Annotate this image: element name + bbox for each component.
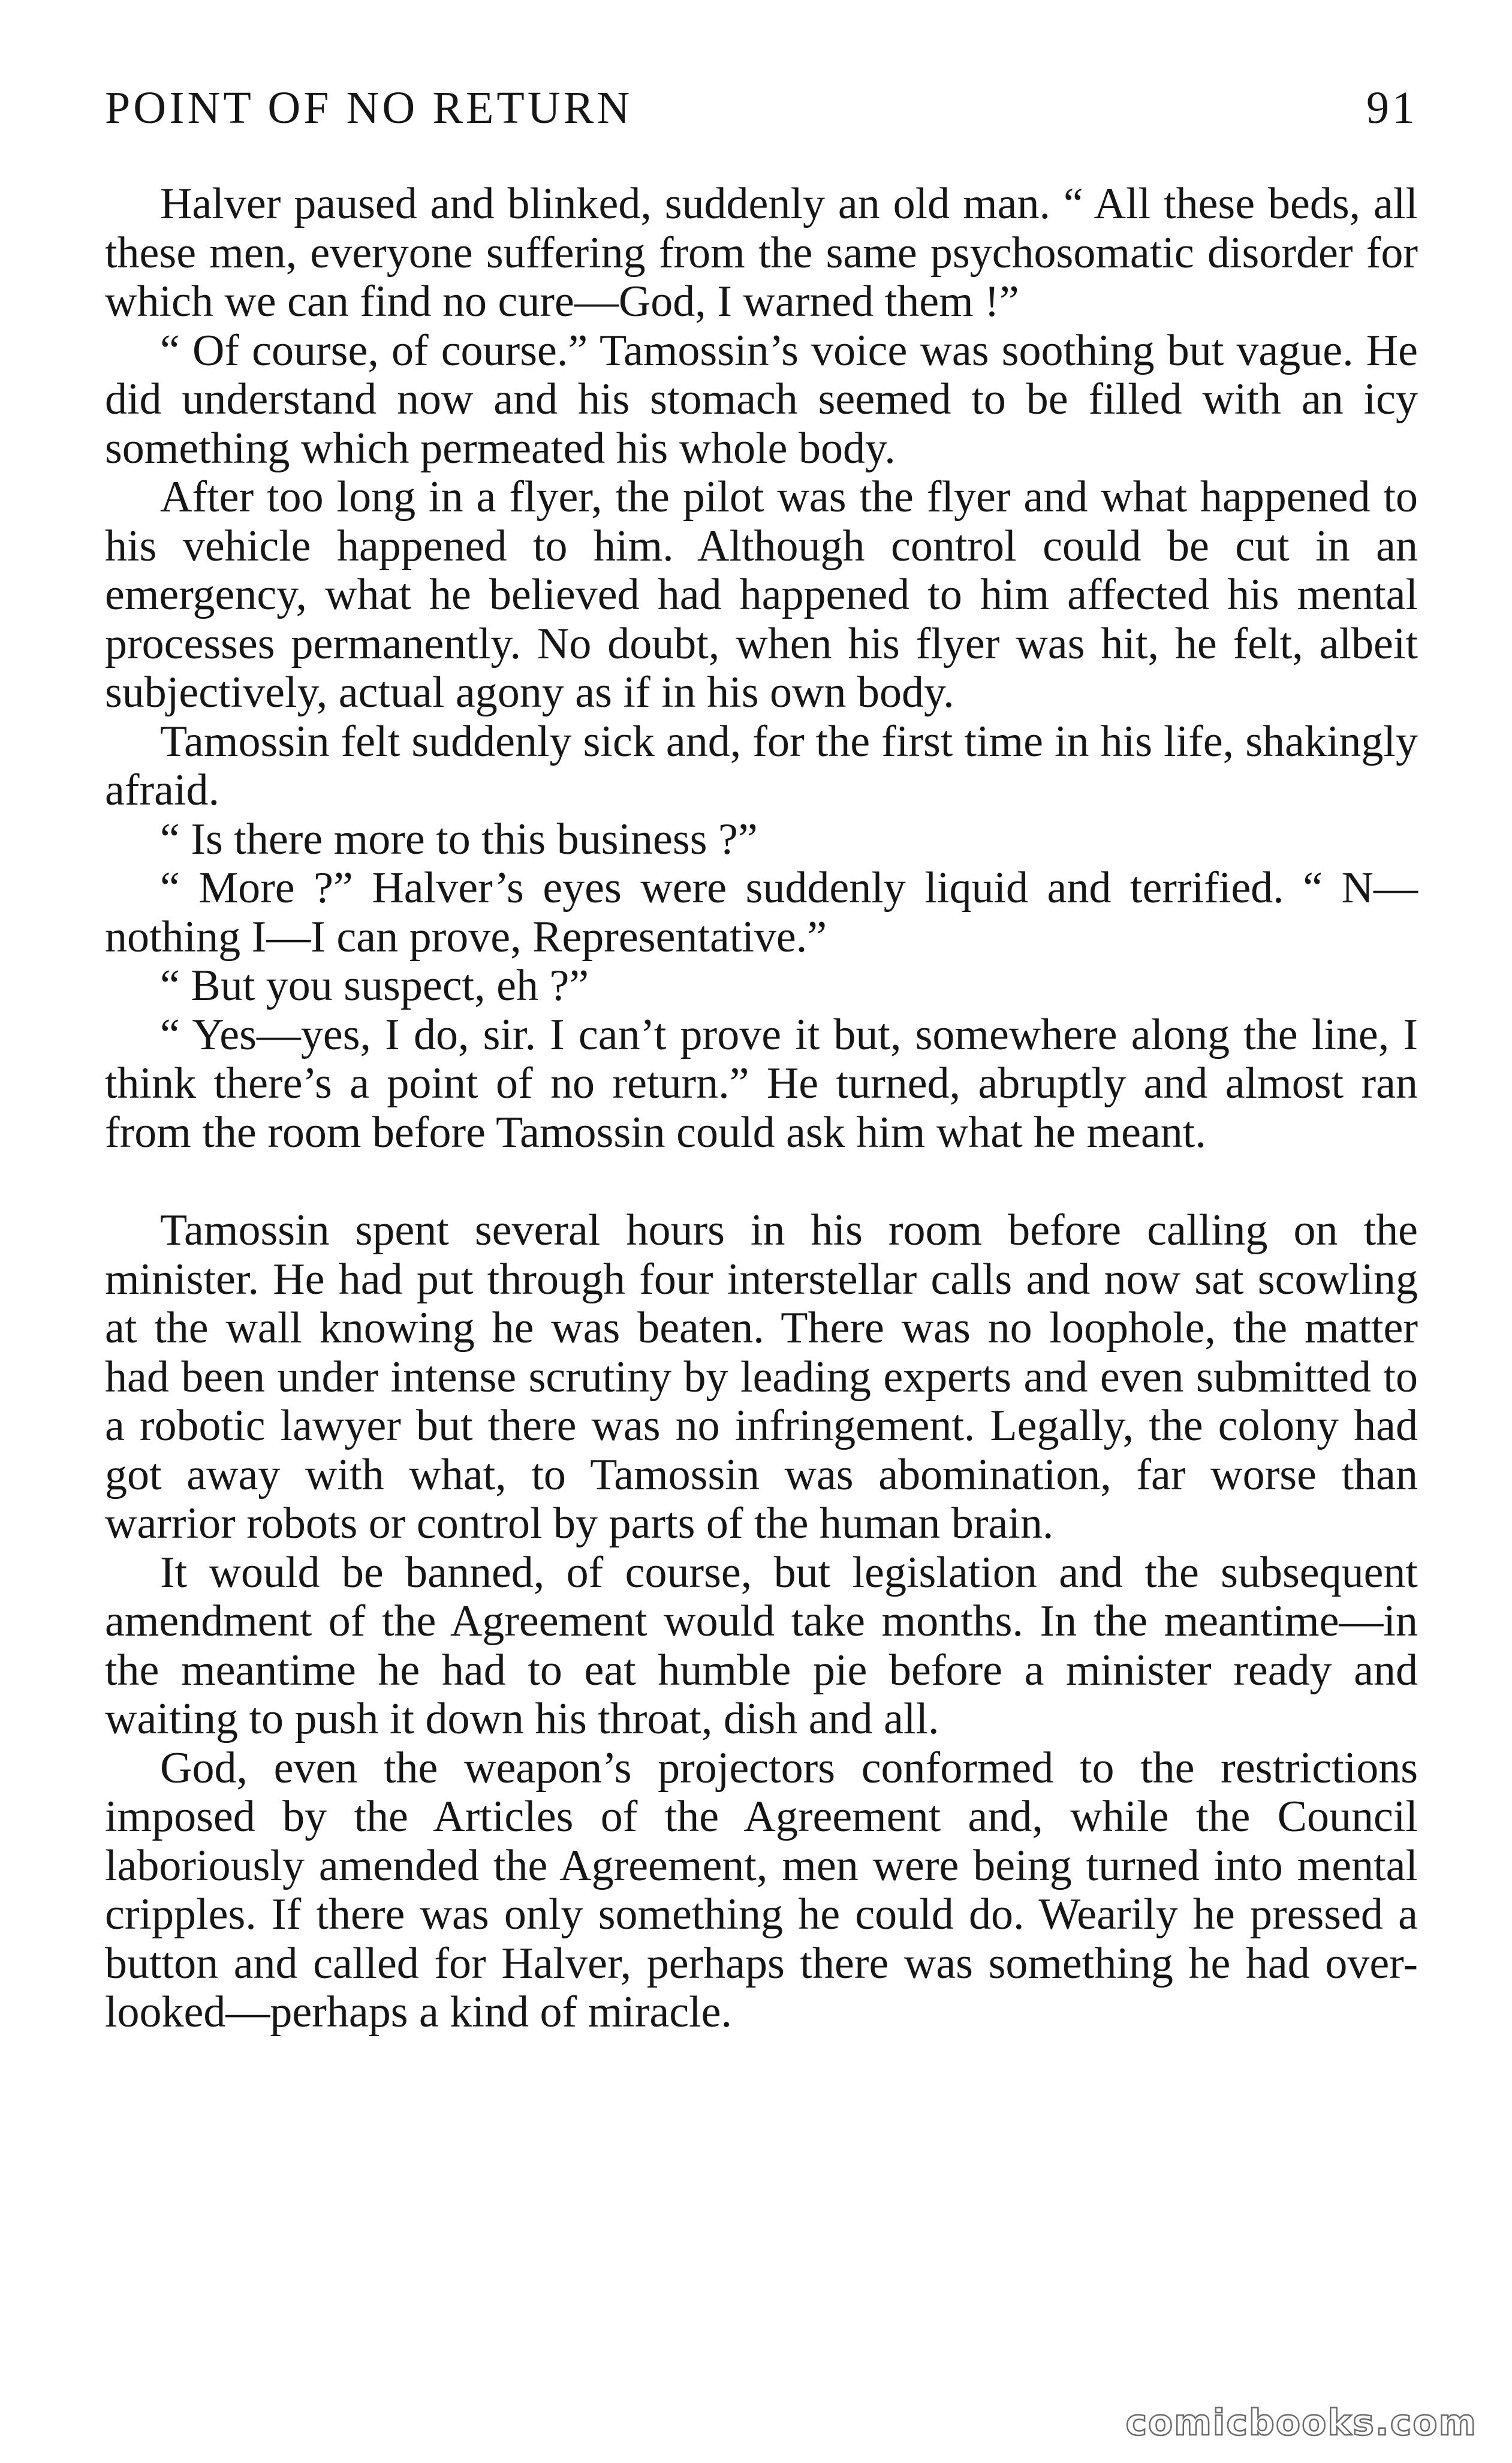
page-number: 91 [1366,83,1418,133]
paragraph: “ But you suspect, eh ?” [160,961,589,1010]
running-head [105,72,1418,144]
text-body [105,180,1418,2037]
paragraph: Halver paused and blinked, suddenly an old man. “ All these beds, all these men, everyone suffering from the same psychosomatic disorder for which we can find no cure—God, I warned them !” [105,179,1418,326]
paragraph: “ Is there more to this business ?” [160,814,758,864]
paragraph: “ Yes—yes, I do, sir. I can’t prove it but, somewhere along the line, I think there’s a point of no return.” He turned, abruptly and almost ran from the room before Tamossin could ask him what he meant. [105,1010,1418,1157]
running-title: POINT OF NO RETURN [105,83,633,133]
paragraph: “ More ?” Halver’s eyes were suddenly liquid and terrified. “ N— nothing I—I can prove, Representative.” [105,863,1418,962]
paragraph: God, even the weapon’s projectors conformed to the restrictions imposed by the Articles of the Agreement and, while the Council laboriously amended the Agreement, men were being turned into mental cripples. If there was only something he could do. Wearily he pressed a button and called for Halver, perhaps there was something he had over-looked—perhaps a kind of miracle. [105,1743,1418,2037]
paragraph: It would be banned, of course, but legislation and the subsequent amendment of the Agreement would take months. In the meantime—in the meantime he had to eat humble pie before a minister ready and waiting to push it down his throat, dish and all. [105,1547,1418,1744]
paragraph: After too long in a flyer, the pilot was the flyer and what happened to his vehicle happened to him. Although control could be cut in an emergency, what he believed had happened to him affected his mental processes permanently. No doubt, when his flyer was hit, he felt, albeit subjectively, actual agony as if in his own body. [105,472,1418,717]
paragraph: Tamossin spent several hours in his room before calling on the minister. He had put through four interstellar calls and now sat scowling at the wall knowing he was beaten. There was no loophole, the matter had been under intense scrutiny by leading experts and even submitted to a robotic lawyer but there was no infringement. Legally, the colony had got away with what, to Tamossin was abomination, far worse than warrior robots or control by parts of the human brain. [105,1206,1418,1548]
book-page [105,72,1418,2410]
site-watermark: comicbooks.com [1125,2402,1477,2444]
section-break [105,1157,1418,1206]
paragraph: Tamossin felt suddenly sick and, for the first time in his life, shakingly afraid. [105,716,1418,815]
paragraph: “ Of course, of course.” Tamossin’s voice was soothing but vague. He did understand now and his stomach seemed to be filled with an icy something which permeated his whole body. [105,326,1418,473]
